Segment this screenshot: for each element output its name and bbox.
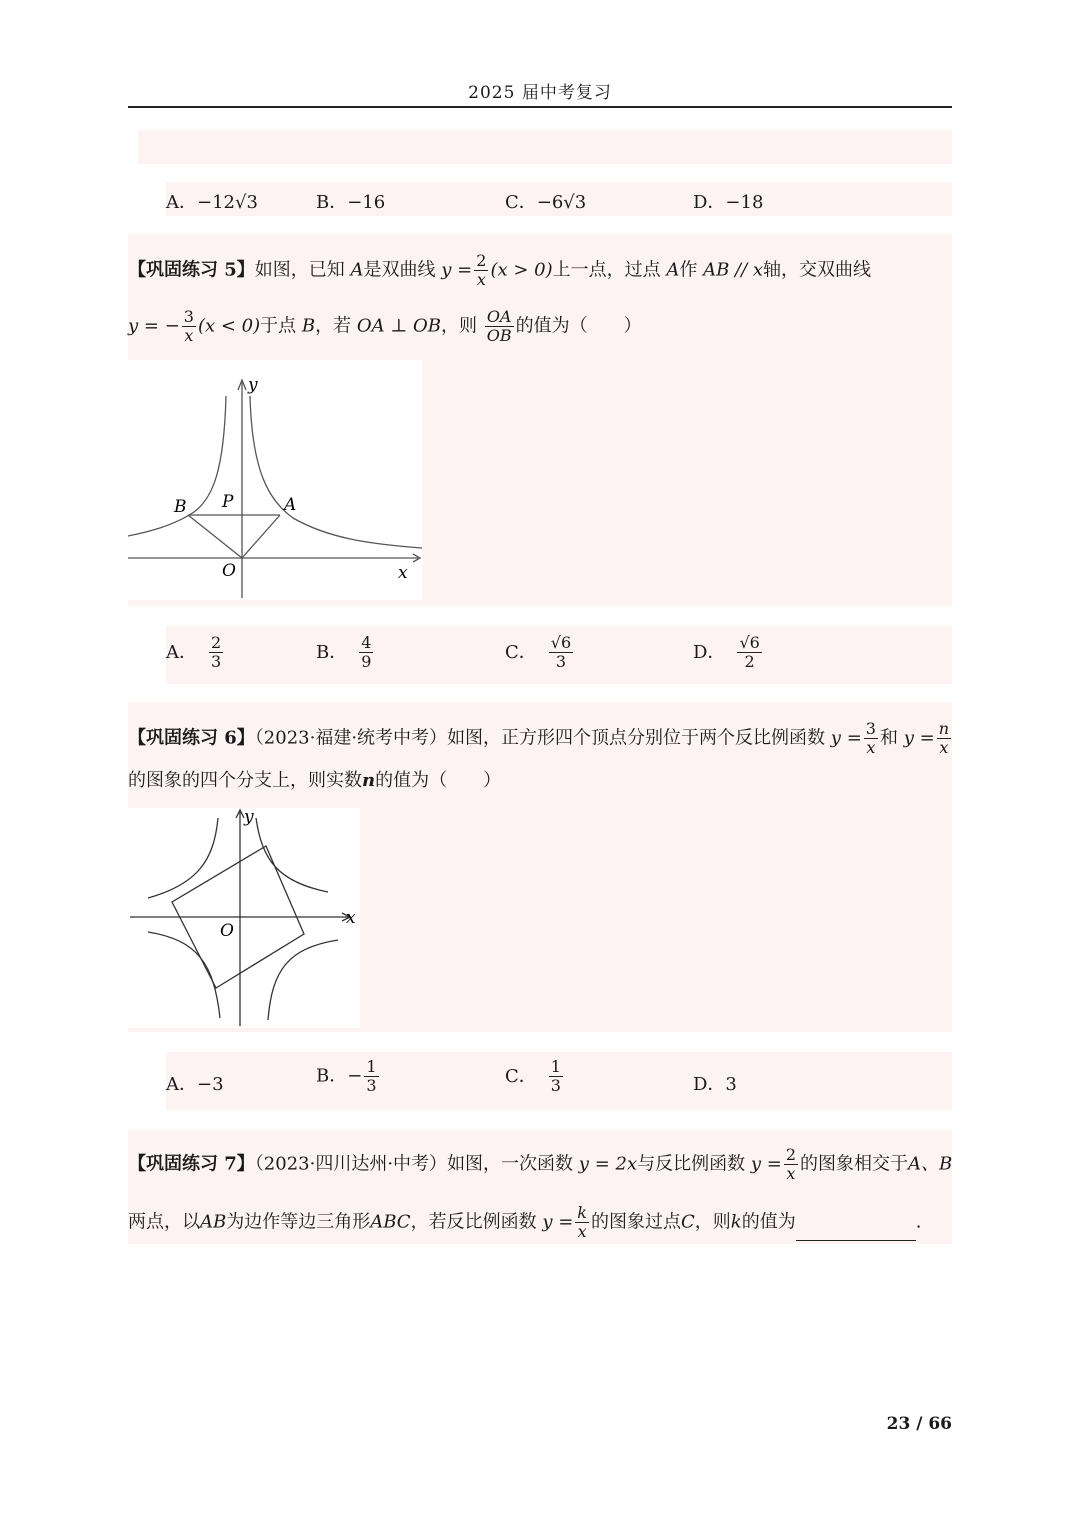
q6-eq1-fraction: $\frac{3}{x}$: [865, 719, 876, 757]
q7-line2: 两点，以AB为边作等边三角形ABC，若反比例函数 y = $\frac{k}{x}$ 的图象过点C，则k的值为 .: [128, 1203, 922, 1241]
header-rule: [128, 106, 952, 108]
answer-blank[interactable]: [796, 1224, 916, 1241]
q6-option-c: C． $\frac{1}{3}$: [505, 1057, 561, 1095]
q6-option-b: B．− $\frac{1}{3}$: [316, 1057, 377, 1095]
q7-eq2-fraction: $\frac{2}{x}$: [785, 1145, 797, 1183]
q6-eq2-fraction: $\frac{n}{x}$: [938, 719, 949, 757]
q4-option-c: C．−6√3: [505, 192, 587, 213]
q6-tag: 【巩固练习 6】: [128, 727, 255, 749]
page-header: 2025 届中考复习: [468, 83, 612, 103]
q5-figure: [128, 360, 423, 600]
q5-eq1-fraction: $\frac{2}{x}$: [476, 251, 487, 289]
q5-option-b: B． $\frac{4}{9}$: [316, 633, 372, 671]
q7-tag: 【巩固练习 7】: [128, 1153, 255, 1175]
fig5-label-x: x: [398, 563, 408, 583]
fig5-label-y: y: [248, 375, 258, 395]
q6-line2: 的图象的四个分支上，则实数n的值为（ ）: [128, 770, 502, 791]
q5-eq2-fraction: $\frac{3}{x}$: [183, 307, 194, 345]
segment-ob: [188, 515, 242, 558]
curve-right: [250, 396, 422, 548]
q5-option-a: A． $\frac{2}{3}$: [166, 633, 222, 671]
fig6-label-x: x: [346, 908, 356, 928]
q6-line1: 【巩固练习 6】（2023·福建·统考中考）如图，正方形四个顶点分别位于两个反比例函数 y = $\frac{3}{x}$ 和 y = $\frac{n}{x}$: [128, 719, 949, 757]
q6-option-a: A．−3: [166, 1074, 224, 1095]
q7-eq3-fraction: $\frac{k}{x}$: [577, 1203, 587, 1241]
q5-tag: 【巩固练习 5】: [128, 259, 255, 281]
fig5-label-p: P: [222, 492, 234, 512]
curve-q2: [148, 818, 218, 898]
q4-option-a: A．−12√3: [166, 192, 258, 213]
q5-ratio-fraction: $\frac{OA}{OB}$: [486, 307, 512, 345]
q4-option-b: B．−16: [316, 192, 386, 213]
q4-option-d: D．−18: [693, 192, 764, 213]
fig5-label-a: A: [284, 495, 297, 515]
q5-line1: 【巩固练习 5】如图，已知 A是双曲线 y = $\frac{2}{x}$ (x > 0)上一点，过点 A作 AB // x轴，交双曲线: [128, 251, 872, 289]
q5-line2: y = − $\frac{3}{x}$ (x < 0)于点 B，若 OA ⊥ OB，则 $\frac{OA}{OB}$ 的值为（ ）: [128, 307, 642, 345]
q6-figure: [128, 808, 360, 1028]
q7-line1: 【巩固练习 7】（2023·四川达州·中考）如图，一次函数 y = 2x与反比例函数 y = $\frac{2}{x}$ 的图象相交于A、B: [128, 1145, 953, 1183]
segment-oa: [242, 515, 280, 558]
prev-question-tail: [138, 130, 952, 164]
fig6-label-y: y: [244, 808, 254, 827]
curve-q1: [256, 818, 328, 892]
q5-option-c: C． $\frac{√6}{3}$: [505, 633, 572, 671]
fig5-label-b: B: [174, 497, 187, 517]
curve-q4: [268, 940, 338, 1020]
fig6-label-o: O: [220, 921, 234, 941]
q6-option-d: D．3: [693, 1074, 737, 1095]
page-number: 23 / 66: [886, 1414, 952, 1434]
q5-option-d: D． $\frac{√6}{2}$: [693, 633, 760, 671]
fig5-label-o: O: [222, 561, 236, 581]
